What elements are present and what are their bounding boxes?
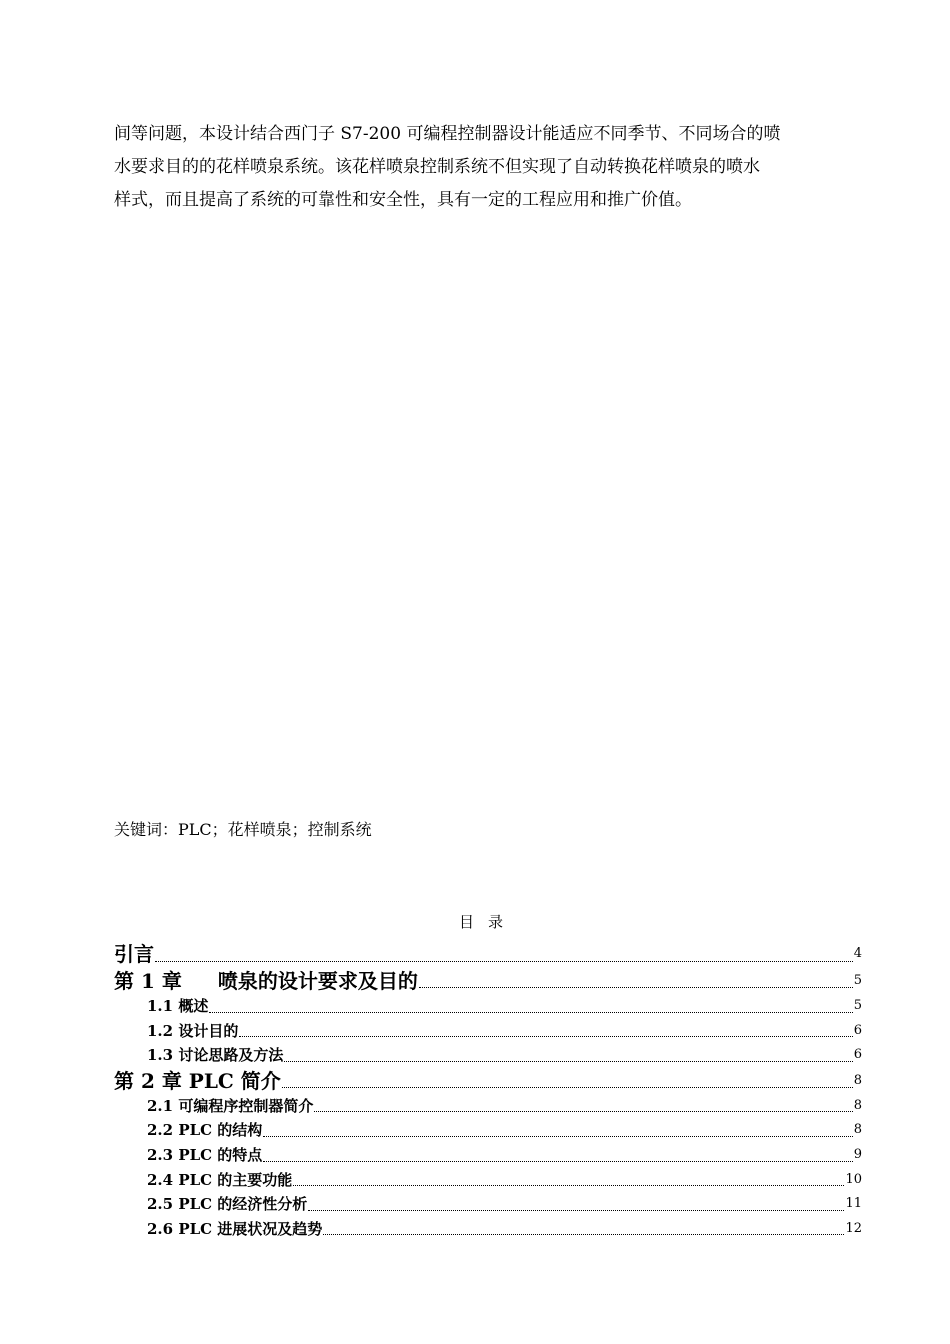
toc-leader-dots bbox=[314, 1110, 852, 1112]
toc-leader-dots bbox=[308, 1209, 844, 1211]
toc-entry-2-1[interactable] bbox=[114, 1094, 862, 1119]
toc-page-number: 6 bbox=[853, 1022, 862, 1038]
table-of-contents bbox=[114, 940, 862, 1241]
toc-page-number: 5 bbox=[853, 998, 862, 1013]
toc-entry-label: 2.4 PLC 的主要功能 bbox=[147, 1170, 293, 1189]
abstract-line: 样式，而且提高了系统的可靠性和安全性，具有一定的工程应用和推广价值。 bbox=[114, 190, 692, 210]
toc-leader-dots bbox=[263, 1160, 852, 1162]
keywords: 关键词：PLC；花样喷泉；控制系统 bbox=[114, 820, 372, 839]
toc-page-number: 9 bbox=[853, 1146, 862, 1162]
toc-leader-dots bbox=[239, 1035, 852, 1037]
toc-entry-label: 引言 bbox=[114, 942, 154, 966]
toc-entry-2-5[interactable] bbox=[114, 1192, 862, 1217]
toc-leader-dots bbox=[282, 1086, 853, 1088]
toc-entry-intro[interactable] bbox=[114, 940, 862, 968]
toc-leader-dots bbox=[293, 1184, 844, 1186]
toc-entry-1-1[interactable] bbox=[114, 994, 862, 1019]
chapter-title: 喷泉的设计要求及目的 bbox=[217, 969, 418, 993]
toc-page-number: 4 bbox=[853, 946, 862, 961]
toc-leader-dots bbox=[323, 1233, 844, 1235]
abstract-line: 水要求目的的花样喷泉系统。该花样喷泉控制系统不但实现了自动转换花样喷泉的喷水 bbox=[114, 157, 760, 177]
toc-leader-dots bbox=[209, 1011, 852, 1013]
toc-page-number: 12 bbox=[845, 1220, 862, 1236]
toc-title: 目录 bbox=[458, 913, 517, 931]
toc-page-number: 5 bbox=[853, 973, 862, 988]
toc-entry-2-3[interactable] bbox=[114, 1143, 862, 1168]
toc-entry-1-2[interactable] bbox=[114, 1019, 862, 1044]
abstract-line: 间等问题，本设计结合西门子 S7-200 可编程控制器设计能适应不同季节、不同场合的喷 bbox=[114, 124, 781, 144]
toc-entry-label: 2.6 PLC 进展状况及趋势 bbox=[147, 1219, 323, 1238]
toc-page-number: 10 bbox=[845, 1171, 862, 1187]
toc-page-number: 8 bbox=[853, 1122, 862, 1138]
toc-entry-label: 1.2 设计目的 bbox=[147, 1021, 239, 1040]
toc-page-number: 11 bbox=[845, 1196, 862, 1212]
abstract-body bbox=[114, 118, 860, 217]
toc-leader-dots bbox=[155, 960, 853, 962]
toc-entry-label: 2.1 可编程序控制器简介 bbox=[147, 1096, 314, 1115]
toc-page-number: 8 bbox=[853, 1072, 862, 1088]
toc-entry-1-3[interactable] bbox=[114, 1043, 862, 1068]
toc-entry-chapter-1[interactable] bbox=[114, 968, 862, 994]
toc-leader-dots bbox=[419, 986, 853, 988]
toc-entry-label: 2.3 PLC 的特点 bbox=[147, 1145, 263, 1164]
toc-page-number: 6 bbox=[853, 1047, 862, 1063]
toc-entry-2-4[interactable] bbox=[114, 1168, 862, 1193]
chapter-number: 第 1 章 bbox=[114, 969, 182, 993]
toc-entry-label: 1.1 概述 bbox=[147, 997, 209, 1015]
toc-entry-label: 1.3 讨论思路及方法 bbox=[147, 1046, 284, 1065]
toc-entry-label bbox=[114, 968, 418, 994]
toc-entry-chapter-2[interactable] bbox=[114, 1068, 862, 1094]
toc-entry-2-2[interactable] bbox=[114, 1118, 862, 1143]
toc-entry-label: 2.5 PLC 的经济性分析 bbox=[147, 1195, 308, 1214]
toc-page-number: 8 bbox=[853, 1097, 862, 1113]
toc-entry-2-6[interactable] bbox=[114, 1217, 862, 1242]
toc-entry-label: 第 2 章 PLC 简介 bbox=[114, 1068, 281, 1093]
toc-entry-label: 2.2 PLC 的结构 bbox=[147, 1121, 263, 1140]
toc-leader-dots bbox=[263, 1135, 852, 1137]
toc-leader-dots bbox=[284, 1060, 852, 1062]
